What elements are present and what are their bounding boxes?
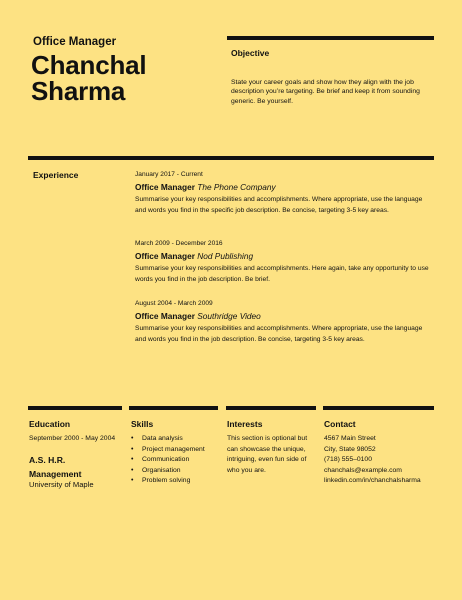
job-dates: March 2009 - December 2016 — [135, 240, 223, 247]
job-dates: August 2004 - March 2009 — [135, 300, 213, 307]
interests-heading: Interests — [227, 419, 263, 429]
job-description: Summarise your key responsibilities and accomplishments. Here again, take any opportunity to use words you find in the job description. Be brief. — [135, 265, 429, 283]
job-position: Office Manager — [135, 182, 195, 192]
job-company: The Phone Company — [197, 182, 276, 192]
job-role — [135, 182, 433, 195]
last-name: Sharma — [31, 76, 126, 106]
skill-item: • Communication — [131, 455, 205, 466]
skills-list — [131, 434, 205, 487]
contact-heading: Contact — [324, 419, 356, 429]
education-heading: Education — [29, 419, 71, 429]
objective-rule — [227, 36, 434, 40]
job-role — [135, 251, 433, 264]
candidate-name — [31, 52, 146, 104]
education-degree: A.S. H.R. Management — [29, 455, 82, 479]
contact-rule — [323, 406, 434, 410]
interests-text: This section is optional but can showcase the unique, intriguing, even fun side of who you are. — [227, 435, 308, 474]
skills-heading: Skills — [131, 419, 154, 429]
contact-linkedin[interactable]: linkedin.com/in/chanchalsharma — [324, 477, 421, 484]
objective-heading: Objective — [231, 48, 270, 58]
contact-address-line1: 4567 Main Street — [324, 435, 376, 442]
interests-rule — [226, 406, 316, 410]
education-dates: September 2000 - May 2004 — [29, 435, 116, 442]
contact-phone[interactable]: (718) 555–0100 — [324, 456, 372, 463]
education-school: University of Maple — [29, 480, 94, 489]
objective-text: State your career goals and show how they align with the job description you’re targeting. Be brief and keep it from sounding generic. Be yourself. — [231, 79, 420, 105]
experience-heading: Experience — [33, 170, 79, 180]
skill-item: • Organisation — [131, 466, 205, 477]
skills-rule — [129, 406, 218, 410]
skill-item: • Project management — [131, 445, 205, 456]
job-dates: January 2017 - Current — [135, 171, 203, 178]
job-description: Summarise your key responsibilities and accomplishments. Where appropriate, use the language and words you find in the job description. Be concise, targeting 3-5 key areas. — [135, 325, 423, 343]
skill-item: • Data analysis — [131, 434, 205, 445]
job-position: Office Manager — [135, 251, 195, 261]
first-name: Chanchal — [31, 50, 147, 80]
job-role — [135, 311, 433, 324]
job-description: Summarise your key responsibilities and accomplishments. Where appropriate, use the language and words you find in the specific job description. Be concise, targeting 3-5 key areas. — [135, 196, 423, 214]
contact-email[interactable]: chanchals@example.com — [324, 466, 402, 474]
contact-details — [324, 434, 436, 487]
job-title: Office Manager — [33, 36, 117, 48]
experience-entry — [135, 240, 433, 285]
job-position: Office Manager — [135, 311, 195, 321]
experience-entry — [135, 300, 433, 345]
job-company: Southridge Video — [197, 311, 261, 321]
experience-rule — [28, 156, 434, 160]
education-rule — [28, 406, 122, 410]
skill-item: • Problem solving — [131, 476, 205, 487]
experience-entry — [135, 171, 433, 216]
job-company: Nod Publishing — [197, 251, 254, 261]
contact-address-line2: City, State 98052 — [324, 445, 376, 453]
